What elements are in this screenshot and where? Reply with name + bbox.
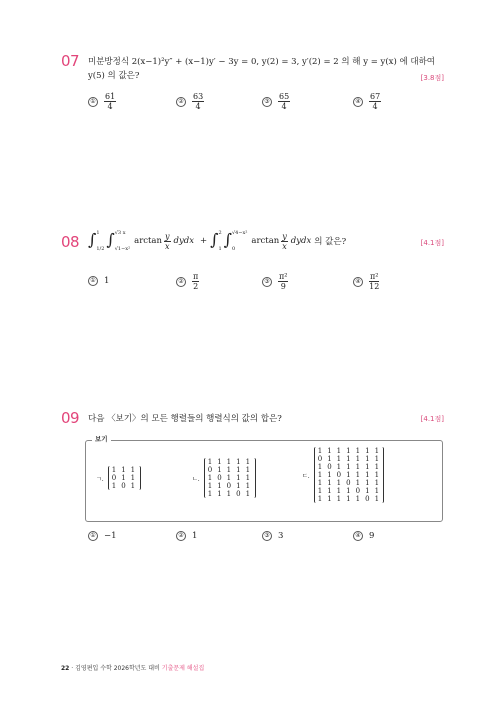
q7-choice-2[interactable] (176, 92, 204, 111)
choice-fraction: $\frac{\pi}{2}$ (193, 272, 199, 291)
integrand: arctan (251, 236, 280, 246)
matrix-b (192, 458, 256, 498)
question-number-07: 07 (61, 52, 80, 70)
q7-choice-3[interactable] (262, 92, 290, 111)
choice-mark: ④ (353, 277, 363, 287)
bogi-label: 보기 (92, 434, 111, 443)
choice-mark: ③ (262, 277, 272, 287)
choice-value: 9 (369, 531, 375, 541)
choice-mark: ② (176, 97, 186, 107)
q9-choice-3[interactable] (262, 531, 283, 541)
choice-mark: ② (176, 531, 186, 541)
q8-choice-1[interactable] (88, 276, 109, 286)
integrand: arctan (134, 236, 162, 246)
question-09-text: 다음 〈보기〉의 모든 행렬들의 행렬식의 값의 합은? (88, 414, 282, 424)
choice-mark: ① (88, 97, 98, 107)
q7-choice-4[interactable] (353, 92, 381, 111)
integral-sign: ∫ (106, 230, 115, 249)
plus-sign: + (200, 236, 208, 246)
integral-sign: ∫ (210, 230, 219, 249)
matrix-body: 1 1 1 0 1 1 1 0 1 (108, 466, 141, 490)
page-footer (61, 663, 204, 672)
question-09-points: [4.1점] (420, 415, 444, 423)
choice-mark: ② (176, 277, 186, 287)
question-number-09: 09 (61, 409, 80, 427)
differential: dydx (290, 236, 312, 246)
q8-choice-3[interactable] (262, 272, 288, 291)
matrix-label: ㄴ. (192, 475, 200, 483)
q9-choice-2[interactable] (176, 531, 197, 541)
choice-mark: ③ (262, 97, 272, 107)
question-07-text-line2: y(5) 의 값은? (88, 71, 140, 81)
integral-limits: 2 1 (218, 230, 222, 252)
footer-book-title: 김영편입 수학 2026학년도 대비 (75, 665, 160, 672)
choice-mark: ① (88, 531, 98, 541)
choice-fraction: $\frac{\text{π²}}{9}$ (279, 272, 288, 291)
q9-choice-4[interactable] (353, 531, 374, 541)
integral-limits: 1 1/2 (96, 230, 105, 252)
choice-mark: ① (88, 276, 98, 286)
choice-value: 3 (278, 531, 284, 541)
page-number: 22 (61, 665, 70, 672)
choice-value: 1 (104, 276, 110, 286)
choice-value: 1 (192, 531, 198, 541)
question-08-tail: 의 값은? (314, 237, 347, 247)
choice-fraction: $\frac{61}{4}$ (105, 92, 116, 111)
question-number-08: 08 (61, 233, 80, 251)
fraction-y-over-x: $\frac{y}{x}$ (164, 231, 170, 251)
differential: dydx (173, 236, 194, 246)
integral-sign: ∫ (88, 230, 97, 249)
choice-value: −1 (104, 531, 117, 541)
choice-mark: ④ (353, 97, 363, 107)
matrix-label: ㄷ. (302, 472, 310, 480)
choice-fraction: $\frac{67}{4}$ (370, 92, 381, 111)
q7-choice-1[interactable] (88, 92, 116, 111)
choice-mark: ④ (353, 531, 363, 541)
q8-choice-2[interactable] (176, 272, 199, 291)
footer-separator: · (71, 665, 76, 672)
matrix-body: 1 1 1 1 1 1 1 0 1 1 1 1 1 1 1 0 1 1 1 1 1 1 1 0 1 1 1 1 1 1 1 0 1 1 1 1 1 1 1 0 1 1 1 1 1 1 1 0 1 (314, 447, 385, 503)
question-08-points: [4.1점] (420, 239, 444, 247)
matrix-label: ㄱ. (96, 475, 104, 483)
question-07-text-line1: 미분방정식 2(x−1)²y″ + (x−1)y′ − 3y = 0, y(2) = 3, y′(2) = 2 의 해 y = y(x) 에 대하여 (88, 57, 436, 67)
footer-series-title: 기출문제 해설집 (161, 665, 205, 672)
choice-fraction: $\frac{63}{4}$ (193, 92, 204, 111)
fraction-y-over-x: $\frac{y}{x}$ (282, 231, 287, 251)
q8-choice-4[interactable] (353, 272, 379, 291)
matrix-body: 1 1 1 1 1 0 1 1 1 1 1 0 1 1 1 1 1 0 1 1 1 1 1 0 1 (204, 458, 256, 498)
choice-fraction: $\frac{\text{π²}}{12}$ (369, 272, 380, 291)
matrix-c (302, 447, 384, 503)
question-08-expression (88, 230, 346, 252)
question-07-points: [3.8점] (420, 74, 444, 82)
integral-limits: √3 x √1−x² (114, 230, 131, 252)
choice-mark: ③ (262, 531, 272, 541)
integral-sign: ∫ (223, 230, 232, 249)
q9-choice-1[interactable] (88, 531, 117, 541)
matrix-a (96, 466, 141, 490)
choice-fraction: $\frac{65}{4}$ (279, 92, 290, 111)
integral-limits: √4−x² 0 (232, 230, 248, 252)
